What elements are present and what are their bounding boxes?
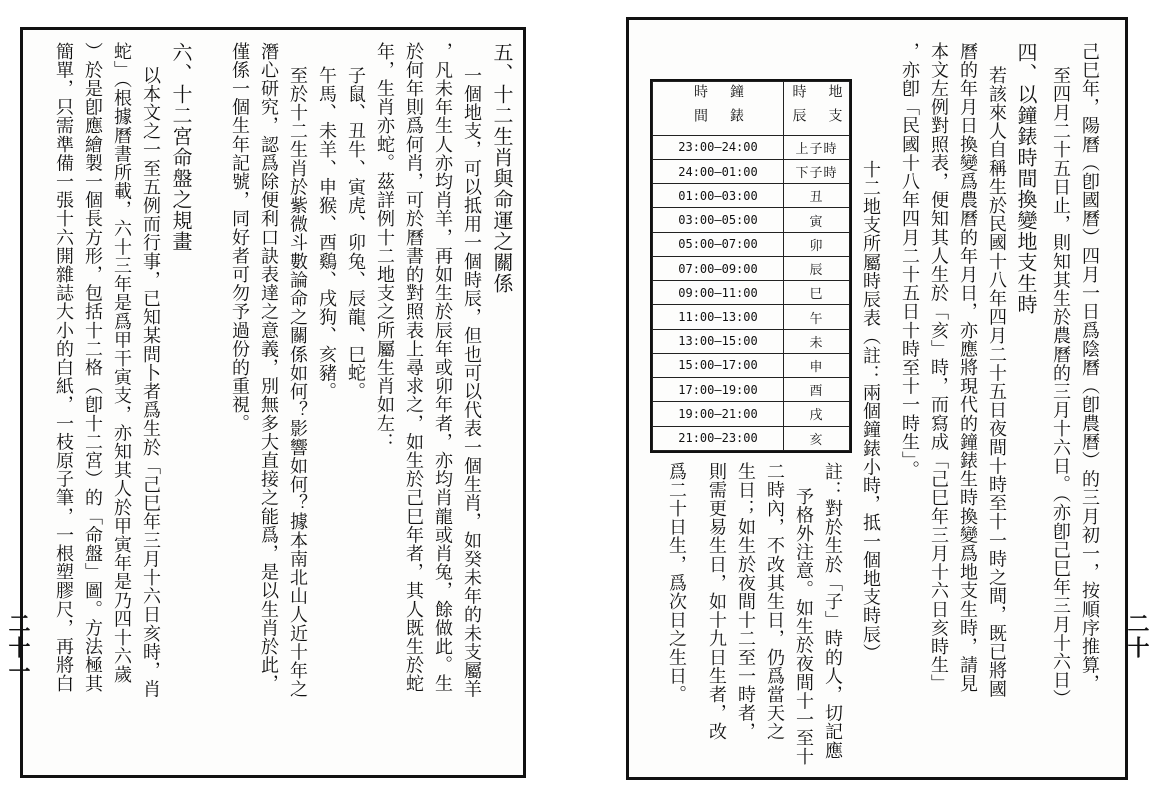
table-row	[653, 208, 850, 232]
table-row	[653, 402, 850, 426]
branch-cell: 未	[784, 329, 850, 353]
time-cell: 07:00—09:00	[653, 256, 784, 280]
branch-cell: 寅	[784, 208, 850, 232]
time-cell: 05:00—07:00	[653, 232, 784, 256]
left-text-column: 僅係一個生年記號，同好者可勿予過份的重視。	[229, 42, 250, 433]
branch-cell: 丑	[784, 184, 850, 208]
note-column: 註：對於生於「子」時的人，切記應	[822, 462, 843, 760]
left-text-column: ，凡未年生人亦均肖羊，再如生於辰年或卯年者，亦均肖龍或肖兔，餘做此。生	[432, 42, 453, 693]
table-header-row	[653, 82, 850, 136]
left-text-column: 至於十二生肖於紫微斗數論命之關係如何？影響如何？據本南北山人近十年之	[287, 66, 308, 699]
note-column: 則需更易生日，如十九日生者，改	[706, 462, 727, 741]
table-row	[653, 184, 850, 208]
table-row	[653, 256, 850, 280]
section-six-heading: 六、十二宮命盤之規畫	[169, 42, 193, 252]
time-cell: 15:00—17:00	[653, 353, 784, 377]
left-text-column: 午馬、未羊、申猴、酉鷄、戌狗、亥豬。	[316, 66, 337, 401]
table-row	[653, 353, 850, 377]
right-text-column: 至四月二十五日止，則知其生於農曆的三月十六日。（亦卽己巳年三月十六日）	[1050, 66, 1071, 708]
left-text-column: ）於是卽應繪製一個長方形，包括十二格（卽十二宮）的「命盤」圖。方法極其	[82, 42, 103, 693]
branch-cell: 巳	[784, 281, 850, 305]
section-five-heading: 五、十二生肖與命運之關係	[490, 42, 514, 294]
note-column: 爲二十日生，爲次日之生日。	[666, 462, 687, 704]
branch-cell: 辰	[784, 256, 850, 280]
note-column: 二時內，不改其生日，仍爲當天之	[764, 462, 785, 741]
time-cell: 19:00—21:00	[653, 402, 784, 426]
left-text-column: 以本文之一至五例而行事，已知某問卜者爲生於「己巳年三月十六日亥時，肖	[140, 66, 161, 699]
branch-cell: 申	[784, 353, 850, 377]
left-text-column: 一個地支，可以抵用一個時辰，但也可以代表一個生肖，如癸未年的未支屬羊	[461, 66, 482, 699]
table-row	[653, 281, 850, 305]
right-text-column: 本文左例對照表，便知其人生於「亥」時，而寫成「己巳年三月十六日亥時生」	[928, 42, 949, 693]
time-cell: 11:00—13:00	[653, 305, 784, 329]
left-page-number: 二十一	[5, 612, 31, 684]
twelve-branch-hour-table	[650, 79, 852, 453]
time-cell: 13:00—15:00	[653, 329, 784, 353]
right-text-column: 若該來人自稱生於民國十八年四月二十五日夜間十時至十一時之間，既已將國	[986, 66, 1007, 699]
branch-cell: 亥	[784, 426, 850, 450]
note-column: 予格外注意。如生於夜間十一至十	[793, 487, 814, 766]
left-text-column: 蛇」（根據曆書所載，六十三年是爲甲干寅支，亦知其人於甲寅年是乃四十六歲	[111, 42, 132, 684]
time-cell: 01:00—03:00	[653, 184, 784, 208]
table-row	[653, 160, 850, 184]
section-four-heading: 四、以鐘錶時間換變地支生時	[1014, 42, 1038, 315]
branch-cell: 上子時	[784, 135, 850, 159]
table-row	[653, 329, 850, 353]
left-text-column: 潛心研究，認爲除便利口訣表達之意義，別無多大直接之能爲，是以生肖於此，	[258, 42, 279, 693]
time-cell: 24:00—01:00	[653, 160, 784, 184]
left-text-column: 簡單，只需準備一張十六開雜誌大小的白紙，一枝原子筆，一根塑膠尺，再將白	[53, 42, 74, 693]
header-clock-time: 鐘錶 時間	[653, 82, 784, 136]
branch-cell: 酉	[784, 378, 850, 402]
header-branch-hour: 地支 時辰	[784, 82, 850, 136]
time-cell: 17:00—19:00	[653, 378, 784, 402]
table-caption: 十二地支所屬時辰表（註：兩個鐘錶小時，抵一個地支時辰）	[860, 160, 881, 663]
table-row	[653, 232, 850, 256]
table-row	[653, 305, 850, 329]
right-text-column: 曆的年月日換變爲農曆的年月日，亦應將現代的鐘錶生時換變爲地支生時，請見	[957, 42, 978, 693]
left-text-column: 年，生肖亦蛇。茲詳例十二地支之所屬生肖如左：	[374, 42, 395, 452]
left-text-column: 子鼠、丑牛、寅虎、卯兔、辰龍、巳蛇。	[345, 66, 366, 401]
time-cell: 23:00—24:00	[653, 135, 784, 159]
branch-cell: 卯	[784, 232, 850, 256]
table-row	[653, 426, 850, 450]
branch-cell: 午	[784, 305, 850, 329]
right-text-column: ，亦卽「民國十八年四月二十五日十時至十一時生」。	[899, 42, 920, 480]
time-cell: 03:00—05:00	[653, 208, 784, 232]
branch-cell: 戌	[784, 402, 850, 426]
table-row	[653, 135, 850, 159]
left-text-column: 於何年則爲何肖，可於曆書的對照表上尋求之，如生於己巳年者，其人既生於蛇	[403, 42, 424, 693]
table-row	[653, 378, 850, 402]
time-cell: 21:00—23:00	[653, 426, 784, 450]
branch-cell: 下子時	[784, 160, 850, 184]
time-cell: 09:00—11:00	[653, 281, 784, 305]
note-column: 生日；如生於夜間十二至一時者，	[735, 462, 756, 741]
right-page-number: 二十	[1124, 612, 1150, 660]
right-text-column: 己巳年，陽曆（卽國曆）四月一日爲陰曆（卽農曆）的三月初一，按順序推算，	[1079, 42, 1100, 693]
